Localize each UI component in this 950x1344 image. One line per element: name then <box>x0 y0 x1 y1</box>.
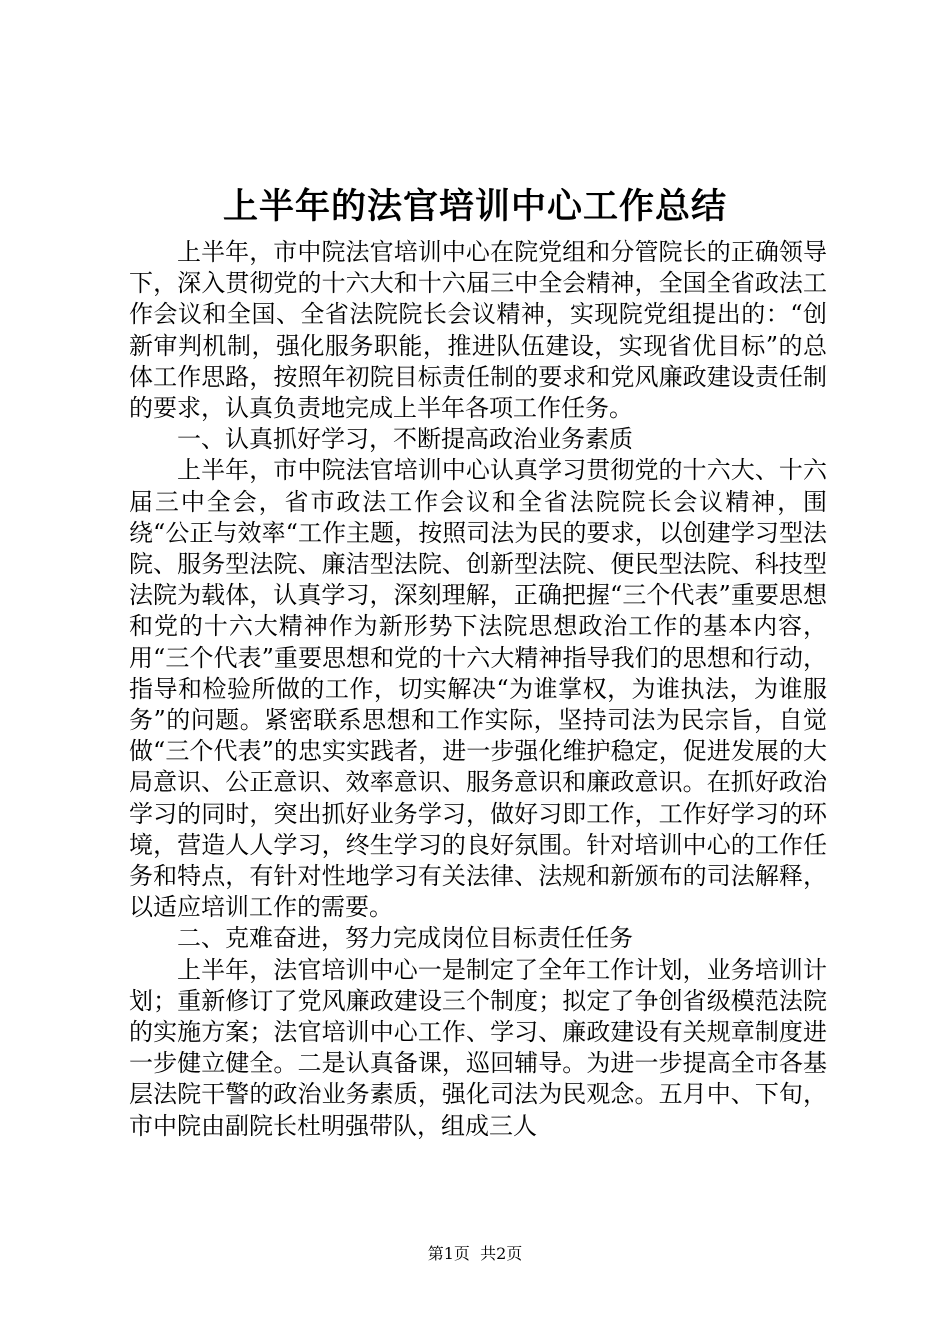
paragraph-section-1: 上半年，市中院法官培训中心认真学习贯彻党的十六大、十六届三中全会，省市政法工作会议和全省法院院长会议精神，围绕“公正与效率“工作主题，按照司法为民的要求，以创建学习型法院、服务型法院、廉洁型法院、创新型法院、便民型法院、科技型法院为载体，认真学习，深刻理解，正确把握“三个代表”重要思想和党的十六大精神作为新形势下法院思想政治工作的基本内容，用“三个代表”重要思想和党的十六大精神指导我们的思想和行动，指导和检验所做的工作，切实解决“为谁掌权，为谁执法，为谁服务”的问题。紧密联系思想和工作实际，坚持司法为民宗旨，自觉做“三个代表”的忠实实践者，进一步强化维护稳定，促进发展的大局意识、公正意识、效率意识、服务意识和廉政意识。在抓好政治学习的同时，突出抓好业务学习，做好习即工作，工作好学习的环境，营造人人学习，终生学习的良好氛围。针对培训中心的工作任务和特点，有针对性地学习有关法律、法规和新颁布的司法解释，以适应培训工作的需要。 <box>129 456 827 922</box>
page-number: 第1页 <box>427 1244 470 1263</box>
page-footer <box>0 1243 950 1265</box>
document-title: 上半年的法官培训中心工作总结 <box>222 186 727 227</box>
section-heading-1: 一、认真抓好学习，不断提高政治业务素质 <box>177 425 633 454</box>
document-body <box>129 237 827 1142</box>
paragraph-intro: 上半年，市中院法官培训中心在院党组和分管院长的正确领导下，深入贯彻党的十六大和十六届三中全会精神，全国全省政法工作会议和全国、全省法院院长会议精神，实现院党组提出的：“创新审判机制，强化服务职能，推进队伍建设，实现省优目标”的总体工作思路，按照年初院目标责任制的要求和党风廉政建设责任制的要求，认真负责地完成上半年各项工作任务。 <box>129 238 827 423</box>
page-total: 共2页 <box>480 1244 523 1263</box>
section-heading-2: 二、克难奋进，努力完成岗位目标责任任务 <box>177 924 633 953</box>
paragraph-section-2: 上半年，法官培训中心一是制定了全年工作计划，业务培训计划；重新修订了党风廉政建设三个制度；拟定了争创省级模范法院的实施方案；法官培训中心工作、学习、廉政建设有关规章制度进一步健立健全。二是认真备课，巡回辅导。为进一步提高全市各基层法院干警的政治业务素质，强化司法为民观念。五月中、下旬，市中院由副院长杜明强带队，组成三人 <box>129 955 827 1140</box>
